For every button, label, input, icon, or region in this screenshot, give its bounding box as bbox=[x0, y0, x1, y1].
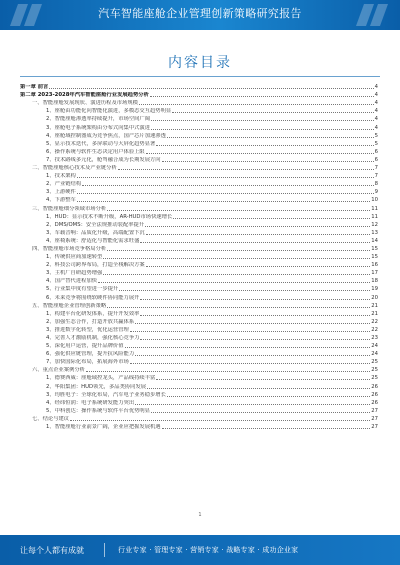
toc-entry-page: 21 bbox=[371, 302, 378, 309]
toc-entry-label: 一、智能座舱发展现状、演进历程及市场规模 bbox=[32, 100, 138, 107]
toc-entry-page: 4 bbox=[374, 116, 378, 123]
toc-entry-label: 1、座舱由功能化向智能化演进，多模态交互趋势明显 bbox=[46, 108, 172, 115]
toc-entry-page: 25 bbox=[371, 375, 378, 382]
toc-entry[interactable] bbox=[20, 106, 378, 114]
page-number: 1 bbox=[198, 512, 202, 518]
toc-entry-label: 5、中科创达：操作系统与软件平台优势明显 bbox=[46, 407, 151, 414]
toc-entry-page: 4 bbox=[374, 100, 378, 107]
toc-entry-label: 2、加强生态合作，打造开放共赢体系 bbox=[46, 318, 135, 325]
toc-entry[interactable] bbox=[20, 212, 378, 220]
toc-dot-leader bbox=[98, 282, 370, 283]
toc-heading: 内容目录 bbox=[168, 55, 232, 71]
toc-entry-page: 25 bbox=[371, 367, 378, 374]
toc-entry-label: 2、DMS/OMS：安全法规推动装配率提升 bbox=[46, 221, 145, 228]
toc-entry-page: 7 bbox=[374, 173, 378, 180]
toc-entry[interactable] bbox=[20, 292, 378, 300]
toc-entry-label: 5、显示技术迭代，多屏联动与大屏化趋势显著 bbox=[46, 140, 156, 147]
toc-dot-leader bbox=[147, 388, 370, 389]
toc-entry[interactable] bbox=[20, 309, 378, 317]
toc-entry[interactable] bbox=[20, 195, 378, 203]
toc-entry-label: 第二章 2023-2028年汽车智能座舱行业发展趋势分析 bbox=[20, 92, 149, 99]
toc-entry-page: 26 bbox=[371, 391, 378, 398]
toc-entry-page: 15 bbox=[371, 245, 378, 252]
toc-entry-label: 3、座舱电子系统架构由分布式向集中式演进 bbox=[46, 124, 151, 131]
toc-dot-leader bbox=[173, 218, 370, 219]
toc-entry-label: 2、华阳集团：HUD领先，多品类协同发展 bbox=[46, 383, 147, 390]
toc-entry-page: 13 bbox=[371, 229, 378, 236]
toc-dot-leader bbox=[167, 396, 370, 397]
toc-entry-label: 2、科技公司跨界布局，打造全栈解决方案 bbox=[46, 262, 145, 269]
toc-entry-page: 6 bbox=[374, 156, 378, 163]
toc-entry-page: 4 bbox=[374, 108, 378, 115]
toc-entry-page: 6 bbox=[374, 148, 378, 155]
toc-entry-page: 4 bbox=[374, 124, 378, 131]
toc-entry[interactable] bbox=[20, 163, 378, 171]
toc-entry-label: 5、行业集中度有望进一步提升 bbox=[46, 286, 119, 293]
toc-entry[interactable] bbox=[20, 236, 378, 244]
toc-entry-label: 1、传统供应商加速转型 bbox=[46, 254, 103, 261]
toc-entry-page: 15 bbox=[371, 254, 378, 261]
toc-entry-page: 16 bbox=[371, 262, 378, 269]
toc-entry-label: 第一章 前言 bbox=[20, 84, 49, 91]
toc-entry-page: 18 bbox=[371, 278, 378, 285]
toc-entry-page: 26 bbox=[371, 383, 378, 390]
toc-entry-label: 3、主机厂自研趋势增强 bbox=[46, 270, 103, 277]
toc-entry-page: 12 bbox=[371, 221, 378, 228]
toc-entry-label: 1、德赛西威：座舱域控龙头，产品线持续丰富 bbox=[46, 375, 156, 382]
toc-dot-leader bbox=[140, 299, 370, 300]
toc-dot-leader bbox=[172, 112, 373, 113]
toc-entry[interactable] bbox=[20, 357, 378, 365]
toc-entry-page: 11 bbox=[371, 205, 378, 212]
toc-entry-page: 14 bbox=[371, 237, 378, 244]
toc-entry-page: 21 bbox=[371, 310, 378, 317]
toc-entry-label: 7、加快国际化布局，拓展海外市场 bbox=[46, 359, 129, 366]
toc-dot-leader bbox=[145, 226, 370, 227]
toc-dot-leader bbox=[70, 420, 370, 421]
toc-entry-label: 七、结论与建议 bbox=[32, 415, 70, 422]
toc-dot-leader bbox=[125, 347, 371, 348]
toc-entry-page: 23 bbox=[371, 335, 378, 341]
toc-entry-page: 4 bbox=[374, 92, 378, 99]
toc-entry-page: 5 bbox=[374, 132, 378, 139]
footer-slogan: 让每个人都有成就 bbox=[20, 546, 84, 555]
toc-entry[interactable] bbox=[20, 276, 378, 284]
toc-entry-label: 五、智能座舱企业管理创新策略 bbox=[32, 302, 107, 309]
toc-entry-label: 二、智能座舱核心技术及产业链分析 bbox=[32, 165, 117, 172]
toc-entry-page: 26 bbox=[371, 399, 378, 406]
toc-entry[interactable] bbox=[20, 365, 378, 373]
table-of-contents bbox=[20, 82, 378, 430]
toc-dot-leader bbox=[135, 323, 370, 324]
toc-dot-leader bbox=[107, 210, 370, 211]
toc-dot-leader bbox=[140, 315, 370, 316]
document-footer-banner bbox=[0, 535, 400, 565]
toc-entry[interactable] bbox=[20, 373, 378, 381]
toc-entry-page: 10 bbox=[371, 197, 378, 204]
toc-dot-leader bbox=[130, 331, 370, 332]
toc-entry-label: 4、经纬恒润：电子系统研发能力突出 bbox=[46, 399, 135, 406]
toc-dot-leader bbox=[146, 153, 374, 154]
toc-divider bbox=[20, 76, 380, 77]
toc-entry-page: 11 bbox=[371, 213, 378, 220]
toc-entry[interactable] bbox=[20, 349, 378, 357]
toc-entry[interactable] bbox=[20, 301, 378, 309]
toc-entry[interactable] bbox=[20, 381, 378, 389]
toc-dot-leader bbox=[135, 355, 370, 356]
toc-entry[interactable] bbox=[20, 268, 378, 276]
toc-entry[interactable] bbox=[20, 244, 378, 252]
toc-entry-label: 四、智能座舱市场竞争格局分析 bbox=[32, 245, 107, 252]
toc-entry[interactable] bbox=[20, 390, 378, 398]
toc-entry-label: 2、产业链结构 bbox=[46, 181, 82, 188]
toc-dot-leader bbox=[119, 290, 370, 291]
toc-dot-leader bbox=[139, 104, 374, 105]
toc-entry-label: 六、重点企业案例分析 bbox=[32, 367, 85, 374]
toc-entry-label: 3、均胜电子：全球化布局，汽车电子业务稳步增长 bbox=[46, 391, 166, 398]
toc-entry[interactable] bbox=[20, 252, 378, 260]
toc-entry-label: 三、智能座舱细分领域市场分析 bbox=[32, 205, 107, 212]
toc-dot-leader bbox=[151, 120, 374, 121]
toc-dot-leader bbox=[167, 137, 374, 138]
toc-entry-page: 27 bbox=[371, 415, 378, 422]
toc-entry-page: 7 bbox=[374, 165, 378, 172]
toc-entry[interactable] bbox=[20, 122, 378, 130]
toc-dot-leader bbox=[135, 404, 370, 405]
toc-entry-label: 6、未来竞争将围绕软硬件协同能力展开 bbox=[46, 294, 140, 301]
toc-entry-label: 4、完善人才激励机制，强化核心竞争力 bbox=[46, 335, 140, 341]
toc-dot-leader bbox=[49, 88, 373, 89]
toc-dot-leader bbox=[162, 428, 371, 429]
toc-dot-leader bbox=[77, 193, 374, 194]
footer-tagline: 行业专家 · 管理专家 · 营销专家 · 战略专家 · 成功企业家 bbox=[118, 546, 299, 554]
toc-dot-leader bbox=[103, 258, 370, 259]
toc-entry-label: 1、HUD：显示技术不断升级，AR-HUD市场快速增长 bbox=[46, 213, 173, 220]
toc-entry[interactable] bbox=[20, 260, 378, 268]
toc-dot-leader bbox=[151, 129, 374, 130]
toc-entry[interactable] bbox=[20, 341, 378, 349]
toc-entry[interactable] bbox=[20, 114, 378, 122]
toc-entry[interactable] bbox=[20, 139, 378, 147]
toc-entry-page: 24 bbox=[371, 343, 378, 350]
toc-entry-page: 17 bbox=[371, 270, 378, 277]
toc-dot-leader bbox=[146, 266, 371, 267]
toc-entry-page: 22 bbox=[371, 318, 378, 325]
toc-entry-label: 6、强化供应链管理，提升抗风险能力 bbox=[46, 351, 135, 358]
toc-dot-leader bbox=[150, 96, 374, 97]
toc-entry-label: 3、上游硬件 bbox=[46, 189, 76, 196]
toc-entry[interactable] bbox=[20, 90, 378, 98]
toc-entry-label: 7、技术路线多元化，舱驾融合成为长期发展方向 bbox=[46, 156, 161, 163]
toc-dot-leader bbox=[156, 379, 370, 380]
toc-entry[interactable] bbox=[20, 220, 378, 228]
toc-dot-leader bbox=[151, 412, 370, 413]
toc-entry-label: 3、车载音响：品质化升级，高端配置下沉 bbox=[46, 229, 145, 236]
toc-entry[interactable] bbox=[20, 171, 378, 179]
toc-entry[interactable] bbox=[20, 406, 378, 414]
toc-entry[interactable] bbox=[20, 422, 378, 430]
toc-dot-leader bbox=[77, 201, 370, 202]
toc-entry[interactable] bbox=[20, 203, 378, 211]
toc-entry-label: 6、操作系统与软件生态决定用户体验上限 bbox=[46, 148, 145, 155]
toc-dot-leader bbox=[140, 339, 370, 340]
toc-entry[interactable] bbox=[20, 398, 378, 406]
toc-entry-label: 1、智能座舱行业前景广阔，企业应把握发展机遇 bbox=[46, 424, 161, 431]
toc-entry-label: 1、技术架构 bbox=[46, 173, 76, 180]
toc-dot-leader bbox=[103, 274, 370, 275]
footer-divider bbox=[104, 543, 105, 557]
toc-entry-label: 4、座椅系统：舒适化与智能化需求旺盛 bbox=[46, 237, 140, 244]
toc-entry[interactable] bbox=[20, 325, 378, 333]
toc-entry[interactable] bbox=[20, 284, 378, 292]
toc-dot-leader bbox=[107, 307, 370, 308]
toc-entry[interactable] bbox=[20, 82, 378, 90]
toc-entry[interactable] bbox=[20, 228, 378, 236]
toc-dot-leader bbox=[130, 363, 370, 364]
toc-dot-leader bbox=[82, 185, 373, 186]
toc-entry-page: 8 bbox=[374, 181, 378, 188]
toc-entry-page: 22 bbox=[371, 326, 378, 333]
toc-entry[interactable] bbox=[20, 98, 378, 106]
toc-entry-label: 3、推进数字化转型，优化运营管理 bbox=[46, 326, 129, 333]
toc-entry-label: 1、构建平台化研发体系，提升开发效率 bbox=[46, 310, 140, 317]
toc-entry-page: 27 bbox=[371, 424, 378, 431]
toc-entry[interactable] bbox=[20, 131, 378, 139]
toc-entry-page: 27 bbox=[371, 407, 378, 414]
toc-entry-label: 2、智能座舱渗透率持续提升，市场空间广阔 bbox=[46, 116, 151, 123]
toc-entry-label: 4、国产替代进程加快 bbox=[46, 278, 98, 285]
toc-dot-leader bbox=[77, 177, 374, 178]
document-title: 汽车智能座舱企业管理创新策略研究报告 bbox=[98, 7, 302, 20]
toc-entry-page: 20 bbox=[371, 294, 378, 301]
toc-dot-leader bbox=[86, 371, 370, 372]
toc-entry-page: 9 bbox=[374, 189, 378, 196]
toc-entry-page: 5 bbox=[374, 140, 378, 147]
toc-entry[interactable] bbox=[20, 333, 378, 341]
toc-entry[interactable] bbox=[20, 317, 378, 325]
toc-entry-label: 5、深化用户运营，提升品牌价值 bbox=[46, 343, 124, 350]
toc-entry-page: 4 bbox=[374, 84, 378, 91]
toc-entry[interactable] bbox=[20, 414, 378, 422]
toc-entry[interactable] bbox=[20, 155, 378, 163]
document-header-banner bbox=[0, 0, 400, 30]
toc-entry-label: 4、下游整车 bbox=[46, 197, 76, 204]
toc-entry[interactable] bbox=[20, 179, 378, 187]
toc-dot-leader bbox=[146, 234, 371, 235]
toc-entry-page: 25 bbox=[371, 359, 378, 366]
toc-dot-leader bbox=[107, 250, 370, 251]
toc-entry[interactable] bbox=[20, 147, 378, 155]
toc-dot-leader bbox=[156, 145, 373, 146]
toc-entry-label: 4、座舱域控制器成为竞争焦点，国产芯片加速渗透 bbox=[46, 132, 166, 139]
toc-dot-leader bbox=[140, 242, 370, 243]
toc-entry[interactable] bbox=[20, 187, 378, 195]
toc-entry-page: 19 bbox=[371, 286, 378, 293]
toc-dot-leader bbox=[162, 161, 374, 162]
toc-entry-page: 24 bbox=[371, 351, 378, 358]
toc-dot-leader bbox=[118, 169, 374, 170]
